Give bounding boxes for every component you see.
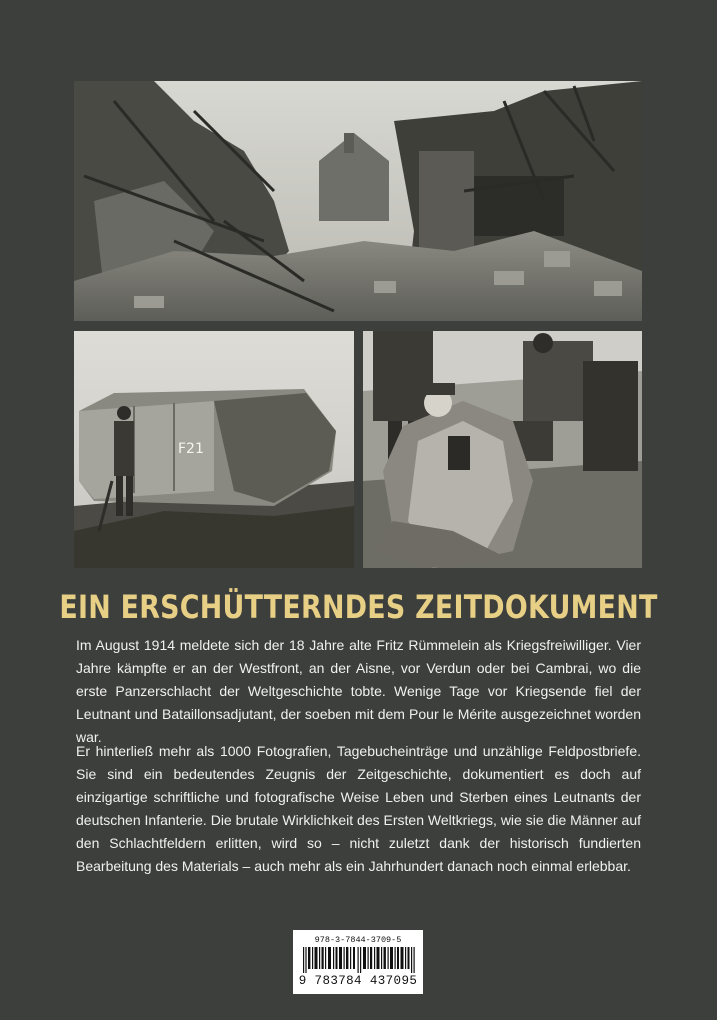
headline: EIN ERSCHÜTTERNDES ZEITDOKUMENT bbox=[59, 588, 658, 626]
photo-ruined-village bbox=[74, 81, 642, 321]
isbn-barcode bbox=[293, 930, 423, 994]
photo-tank bbox=[74, 331, 354, 568]
tank-marking: F21 bbox=[178, 441, 204, 457]
tank-image bbox=[74, 331, 354, 568]
barcode-digits: 9 783784 437095 bbox=[298, 974, 418, 988]
barcode-bars bbox=[303, 947, 415, 973]
photo-wounded-soldier bbox=[363, 331, 642, 568]
paragraph-intro: Im August 1914 meldete sich der 18 Jahre alte Fritz Rümmelein als Kriegsfreiwilliger. Vier Jahre kämpfte er an der Westfront, an der Aisne, vor Verdun oder bei Cambrai, wo die erste Panzerschlacht der Weltgeschichte tobte. Wenige Tage vor Kriegsende fiel der Leutnant und Bataillonsadjutant, der soeben mit dem Pour le Mérite ausgezeichnet worden war. bbox=[76, 637, 641, 745]
ruined-village-image bbox=[74, 81, 642, 321]
paragraph-legacy: Er hinterließ mehr als 1000 Fotografien, Tagebucheinträge und unzählige Feldpostbriefe. Sie sind ein bedeutendes Zeugnis der Zeitgeschichte, dokumentiert es doch auf einzigartige schriftliche und fotografische Weise Leben und Sterben eines Leutnants der deutschen Infanterie. Die brutale Wirklichkeit des Ersten Weltkriegs, wie sie die Männer auf den Schlachtfeldern erlitten, wird so – nicht zuletzt dank der historisch fundierten Bearbeitung des Materials – auch mehr als ein Jahrhundert danach noch einmal erlebbar. bbox=[76, 743, 641, 874]
isbn-number: 978-3-7844-3709-5 bbox=[314, 935, 402, 945]
wounded-soldier-image bbox=[363, 331, 642, 568]
